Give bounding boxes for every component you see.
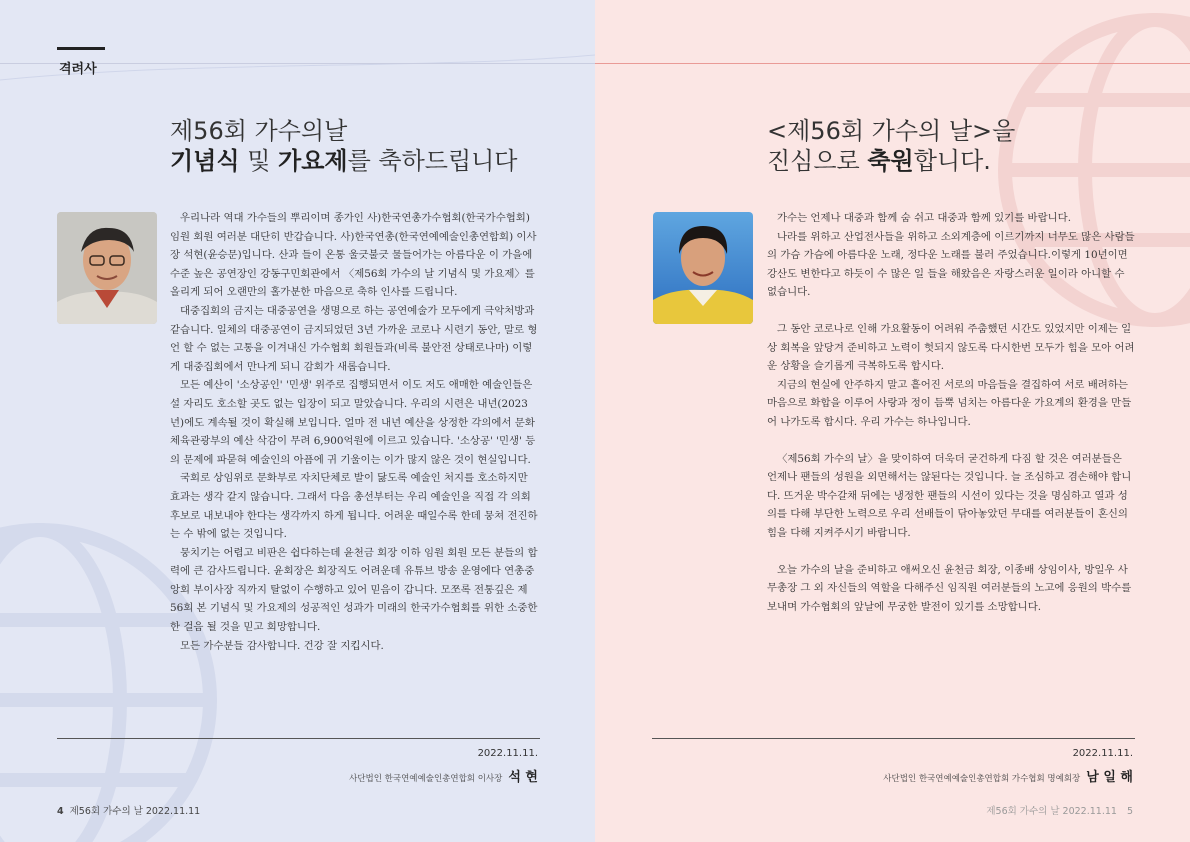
folio: [986, 803, 1133, 817]
title-bold-festival: 가요제: [278, 147, 348, 175]
page-number: 4: [57, 806, 64, 817]
signer-org: 사단법인 한국연예예술인총연합회 이사장: [349, 774, 503, 784]
paragraph: 그 동안 코로나로 인해 가요활동이 어려워 주춤했던 시간도 있었지만 이제는 일상 회복을 앞당겨 준비하고 노력이 헛되지 않도록 다시한번 모두가 힘을 모아 어려운 상황을 슬기롭게 극복하도록 합시다.: [767, 322, 1135, 373]
letter-date: 2022.11.11.: [1072, 748, 1133, 759]
right-title-line1: <제56회 가수의 날>을: [767, 117, 1016, 145]
title-bold-blessing: 축원: [867, 147, 914, 175]
section-bar: [57, 47, 105, 50]
portrait-photo-left: [57, 212, 157, 324]
paragraph: 대중집회의 금지는 대중공연을 생명으로 하는 공연예술가 모두에게 극악처방과 같습니다. 일체의 대중공연이 금지되었던 3년 가까운 코로나 시련기 동안, 말로 형언 할 수 없는 고통을 이겨내신 가수협회 회원들과(비록 불안전 상태로나마) 이렇게 대중집회에서 만나게 되니 감회가 새롭습니다.: [170, 304, 538, 373]
paragraph: 지금의 현실에 안주하지 말고 흩어진 서로의 마음들을 결집하여 서로 배려하는 마음으로 화합을 이루어 사랑과 정이 듬뿍 넘치는 아름다운 가요계의 환경을 만들어 나가도록 합시다. 우리 가수는 하나입니다.: [767, 378, 1132, 428]
title-mid: 및: [239, 147, 279, 175]
signer-name: 석 현: [508, 770, 538, 785]
paragraph: 모든 가수분들 감사합니다. 건강 잘 지킵시다.: [180, 639, 384, 652]
title-rest: 합니다.: [913, 147, 991, 175]
paragraph: 〈제56회 가수의 날〉을 맞이하여 더욱더 굳건하게 다짐 할 것은 여러분들은 언제나 팬들의 성원을 외면해서는 않된다는 것입니다. 늘 조심하고 겸손해야 합니다. 뜨거운 박수갈채 뒤에는 냉정한 팬들의 시선이 있다는 것을 명심하고 열과 성의를 다해 부단한 노력으로 우리 선배들이 닦아놓았던 무대를 여러분들이 혼신의 힘을 다해 지켜주시기 바랍니다.: [767, 452, 1132, 539]
paragraph: 뭉치기는 어렵고 비판은 쉽다하는데 윤천금 회장 이하 임원 회원 모든 분들의 합력에 큰 감사드립니다. 윤회장은 회장직도 어려운데 유튜브 방송 운영에다 연총중앙회 부이사장 직까지 탈없이 수행하고 있어 믿음이 갑니다. 모쪼록 전통깊은 제56회 본 기념식 및 가요제의 성공적인 성과가 미래의 한국가수협회를 위한 소중한 한 걸음 될 것을 믿고 희망합니다.: [170, 546, 538, 634]
paragraph: 가수는 언제나 대중과 함께 숨 쉬고 대중과 함께 있기를 바랍니다.: [777, 212, 1071, 224]
paragraph: 모든 예산이 '소상공인' '민생' 위주로 집행되면서 이도 저도 애매한 예술인들은 설 자리도 호소할 곳도 없는 입장이 되고 말았습니다. 우리의 시련은 내년(2023년)에도 계속될 것이 확실해 보입니다. 얼마 전 내년 예산을 상정한 각의에서 문화체육관광부의 예산 삭감이 무려 6,900억원에 이르고 있습니다. '소상공' '민생' 등의 문제에 파묻혀 예술인의 아픔에 귀 기울이는 이가 많지 않은 것이 현실입니다.: [170, 379, 536, 466]
section-label: 격려사: [59, 62, 97, 77]
closing-rule: [652, 738, 1135, 739]
letter-date: 2022.11.11.: [477, 748, 538, 759]
right-page: [595, 0, 1190, 842]
paragraph: 우리나라 역대 가수들의 뿌리이며 종가인 사)한국연총가수협회(한국가수협회) 임원 회원 여러분 대단히 반갑습니다. 사)한국연총(한국연예예술인총연합회) 이사장 석현(윤승문)입니다. 산과 들이 온통 울긋불긋 물들어가는 아름다운 이 가을에 수준 높은 공연장인 강동구민회관에서 〈제56회 가수의 날 기념식 및 가요제〉를 올리게 되어 오랜만의 홀가분한 마음으로 축하 인사를 드립니다.: [170, 212, 537, 299]
left-title-line1: 제56회 가수의날: [170, 117, 348, 145]
paragraph: 오늘 가수의 날을 준비하고 애써오신 윤천금 회장, 이종배 상임이사, 방일우 사무총장 그 외 자신들의 역할을 다해주신 임직원 여러분들의 노고에 응원의 박수를 보내며 가수협회의 앞날에 무궁한 발전이 있기를 소망합니다.: [767, 563, 1132, 613]
title-bold-ceremony: 기념식: [170, 147, 240, 175]
left-title-line2: [170, 146, 518, 176]
paragraph: 나라를 위하고 산업전사들을 위하고 소외계층에 이르기까지 너무도 많은 사람들의 가슴 가슴에 아름다운 노래, 정다운 노래를 불러 주었습니다.이렇게 10년이면 강산도 변한다고 하듯이 수 많은 일 들을 해왔음은 자랑스러운 일이라 아니할 수 없습니다.: [767, 230, 1135, 299]
right-title: [767, 116, 1015, 176]
page-number: 5: [1126, 806, 1133, 817]
left-body: [170, 209, 538, 655]
paragraph: 국회로 상임위로 문화부로 자치단체로 발이 닳도록 예술인 처지를 호소하지만 효과는 생각 같지 않습니다. 그래서 다음 총선부터는 우리 예술인을 직접 각 의회 후보로 내보내야 한다는 생각까지 하게 됩니다. 어려운 때일수록 한데 뭉쳐 전진하는 수 밖에 없는 것입니다.: [170, 472, 538, 541]
folio-text: 제56회 가수의 날 2022.11.11: [69, 806, 201, 817]
title-pre: 진심으로: [767, 147, 868, 175]
portrait-photo-right: [653, 212, 753, 324]
closing-rule: [57, 738, 540, 739]
signature-line: [349, 766, 538, 785]
signer-org: 사단법인 한국연예예술인총연합회 가수협회 명예회장: [883, 774, 1081, 784]
left-title: [170, 116, 518, 176]
right-body: [767, 209, 1135, 616]
signer-name: 남 일 해: [1086, 770, 1133, 785]
folio: [57, 803, 200, 817]
title-rest: 를 축하드립니다: [347, 147, 518, 175]
header-rule: [595, 63, 1190, 64]
folio-text: 제56회 가수의 날 2022.11.11: [986, 806, 1117, 817]
signature-line: [883, 766, 1133, 785]
right-title-line2: [767, 146, 1015, 176]
